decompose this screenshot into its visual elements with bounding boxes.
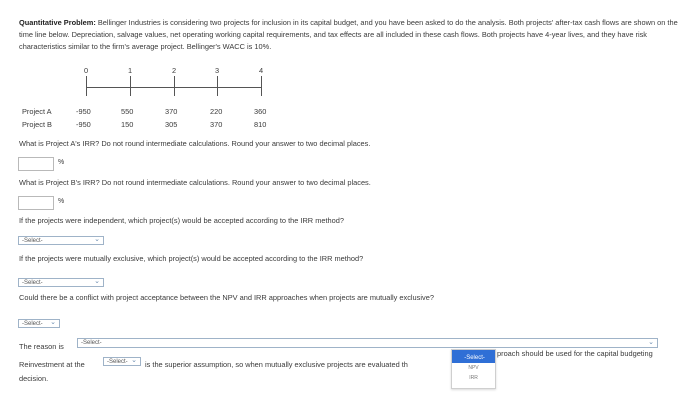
exclusive-select-value: -Select-: [22, 280, 43, 286]
irr-b-input[interactable]: [18, 196, 54, 210]
approach-dropdown[interactable]: [451, 349, 496, 389]
timeline-tick: [217, 76, 218, 96]
reason-label: The reason is: [19, 342, 64, 351]
timeline-tick: [174, 76, 175, 96]
period-4: 4: [258, 66, 264, 75]
irr-a-percent: %: [58, 159, 65, 166]
question-independent: If the projects were independent, which project(s) would be accepted according to the IRR method?: [19, 216, 344, 225]
chevron-down-icon: ⌄: [648, 339, 654, 346]
chevron-down-icon: ⌄: [94, 278, 100, 285]
chevron-down-icon: ⌄: [131, 357, 137, 364]
irr-a-input[interactable]: [18, 157, 54, 171]
reinvest-select-value: -Select-: [107, 359, 128, 365]
project-b-label: Project B: [22, 120, 52, 129]
problem-text: Bellinger Industries is considering two projects for inclusion in its capital budget, and you have been asked to do the analysis. Both projects' after-tax cash flows are shown on the time line below. Depreciation, salvage values, net operating working capital requirements, and tax effects are all included in these cash flows. Both projects have 4-year lives, and they have risk characteristics similar to the firm's average project. Bellinger's WACC is 10%.: [19, 18, 678, 51]
question-conflict: Could there be a conflict with project acceptance between the NPV and IRR approaches when projects are mutually exclusive?: [19, 293, 434, 302]
independent-select-value: -Select-: [22, 238, 43, 244]
irr-b-percent: %: [58, 198, 65, 205]
timeline-tick: [86, 76, 87, 96]
problem-label: Quantitative Problem:: [19, 18, 96, 27]
project-a-cf-2: 370: [165, 107, 178, 116]
project-b-cf-1: 150: [121, 120, 134, 129]
reinvest-label: Reinvestment at the: [19, 360, 85, 369]
independent-select[interactable]: [18, 236, 104, 245]
period-0: 0: [83, 66, 89, 75]
reinvest-suffix-text: proach should be used for the capital budgeting: [497, 349, 653, 358]
timeline-tick: [130, 76, 131, 96]
reinvest-mid-text: is the superior assumption, so when mutually exclusive projects are evaluated th: [145, 360, 408, 369]
period-1: 1: [127, 66, 133, 75]
conflict-select-value: -Select-: [22, 321, 43, 327]
approach-select-value: -Select-: [464, 355, 485, 361]
period-2: 2: [171, 66, 177, 75]
reinvest-end-text: decision.: [19, 374, 49, 383]
project-b-cf-4: 810: [254, 120, 267, 129]
project-a-cf-3: 220: [210, 107, 223, 116]
reason-select-value: -Select-: [81, 340, 102, 346]
reinvest-select[interactable]: [103, 357, 141, 366]
check-icon: ✓: [455, 351, 463, 361]
project-a-cf-4: 360: [254, 107, 267, 116]
approach-option-npv[interactable]: NPV: [468, 365, 479, 371]
approach-option-irr[interactable]: IRR: [469, 375, 478, 381]
timeline-tick: [261, 76, 262, 96]
question-exclusive: If the projects were mutually exclusive, which project(s) would be accepted according to the IRR method?: [19, 254, 364, 263]
project-b-cf-0: -950: [76, 120, 91, 129]
project-b-cf-3: 370: [210, 120, 223, 129]
project-a-cf-0: -950: [76, 107, 91, 116]
project-a-label: Project A: [22, 107, 52, 116]
question-irr-a: What is Project A's IRR? Do not round intermediate calculations. Round your answer to two decimal places.: [19, 139, 371, 148]
project-a-cf-1: 550: [121, 107, 134, 116]
problem-statement: [19, 17, 687, 53]
conflict-select[interactable]: [18, 319, 60, 328]
project-b-cf-2: 305: [165, 120, 178, 129]
chevron-down-icon: ⌄: [94, 236, 100, 243]
chevron-down-icon: ⌄: [50, 319, 56, 326]
question-irr-b: What is Project B's IRR? Do not round intermediate calculations. Round your answer to two decimal places.: [19, 178, 371, 187]
period-3: 3: [214, 66, 220, 75]
approach-option-selected[interactable]: [452, 350, 495, 363]
exclusive-select[interactable]: [18, 278, 104, 287]
reason-select[interactable]: [77, 338, 658, 348]
